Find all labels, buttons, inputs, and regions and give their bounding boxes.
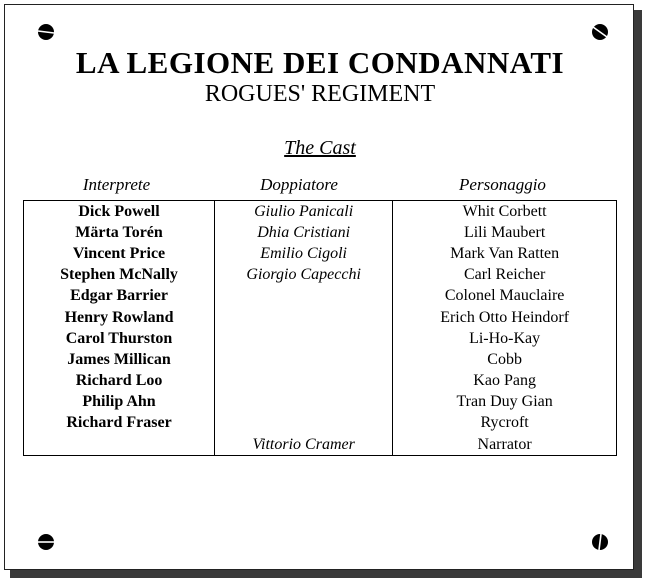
- role-cell: Tran Duy Gian: [393, 392, 617, 413]
- dubber-cell: Dhia Cristiani: [215, 222, 393, 243]
- cast-row: [24, 286, 617, 307]
- cast-table: [23, 200, 617, 456]
- role-cell: Cobb: [393, 349, 617, 370]
- screw-icon: [591, 533, 609, 551]
- actor-cell: Philip Ahn: [24, 392, 215, 413]
- dubber-cell: [215, 392, 393, 413]
- cast-heading: [5, 137, 635, 160]
- cast-plaque: [4, 4, 634, 570]
- dubber-cell: Giorgio Capecchi: [215, 265, 393, 286]
- dubber-cell: [215, 307, 393, 328]
- dubber-cell: [215, 328, 393, 349]
- role-cell: Narrator: [393, 434, 617, 456]
- role-cell: Rycroft: [393, 413, 617, 434]
- column-header-dubber: Doppiatore: [260, 175, 338, 194]
- actor-cell: Dick Powell: [24, 201, 215, 223]
- actor-cell: [24, 434, 215, 456]
- role-cell: Li-Ho-Kay: [393, 328, 617, 349]
- actor-cell: Carol Thurston: [24, 328, 215, 349]
- actor-cell: Edgar Barrier: [24, 286, 215, 307]
- dubber-cell: [215, 413, 393, 434]
- role-cell: Kao Pang: [393, 371, 617, 392]
- cast-row: [24, 413, 617, 434]
- role-cell: Lili Maubert: [393, 222, 617, 243]
- cast-row: [24, 434, 617, 456]
- dubber-cell: [215, 286, 393, 307]
- cast-row: [24, 328, 617, 349]
- actor-cell: Märta Torén: [24, 222, 215, 243]
- role-cell: Mark Van Ratten: [393, 243, 617, 264]
- role-cell: Carl Reicher: [393, 265, 617, 286]
- cast-row: [24, 243, 617, 264]
- role-cell: Colonel Mauclaire: [393, 286, 617, 307]
- actor-cell: Richard Loo: [24, 371, 215, 392]
- screw-icon: [37, 23, 55, 41]
- role-cell: Erich Otto Heindorf: [393, 307, 617, 328]
- column-header-actor: Interprete: [82, 175, 151, 194]
- screw-icon: [37, 533, 55, 551]
- actor-cell: Vincent Price: [24, 243, 215, 264]
- actor-cell: Richard Fraser: [24, 413, 215, 434]
- dubber-cell: [215, 349, 393, 370]
- dubber-cell: Vittorio Cramer: [215, 434, 393, 456]
- actor-cell: Stephen McNally: [24, 265, 215, 286]
- cast-row: [24, 201, 617, 223]
- role-cell: Whit Corbett: [393, 201, 617, 223]
- cast-heading-text: The Cast: [284, 137, 356, 159]
- dubber-cell: Giulio Panicali: [215, 201, 393, 223]
- dubber-cell: Emilio Cigoli: [215, 243, 393, 264]
- screw-icon: [591, 23, 609, 41]
- plaque-subtitle: ROGUES' REGIMENT: [204, 81, 436, 107]
- cast-row: [24, 265, 617, 286]
- column-header-role: Personaggio: [459, 175, 546, 194]
- actor-cell: James Millican: [24, 349, 215, 370]
- cast-row: [24, 307, 617, 328]
- cast-row: [24, 222, 617, 243]
- plaque-title: LA LEGIONE DEI CONDANNATI: [75, 45, 565, 80]
- actor-cell: Henry Rowland: [24, 307, 215, 328]
- cast-row: [24, 392, 617, 413]
- cast-row: [24, 349, 617, 370]
- cast-row: [24, 371, 617, 392]
- dubber-cell: [215, 371, 393, 392]
